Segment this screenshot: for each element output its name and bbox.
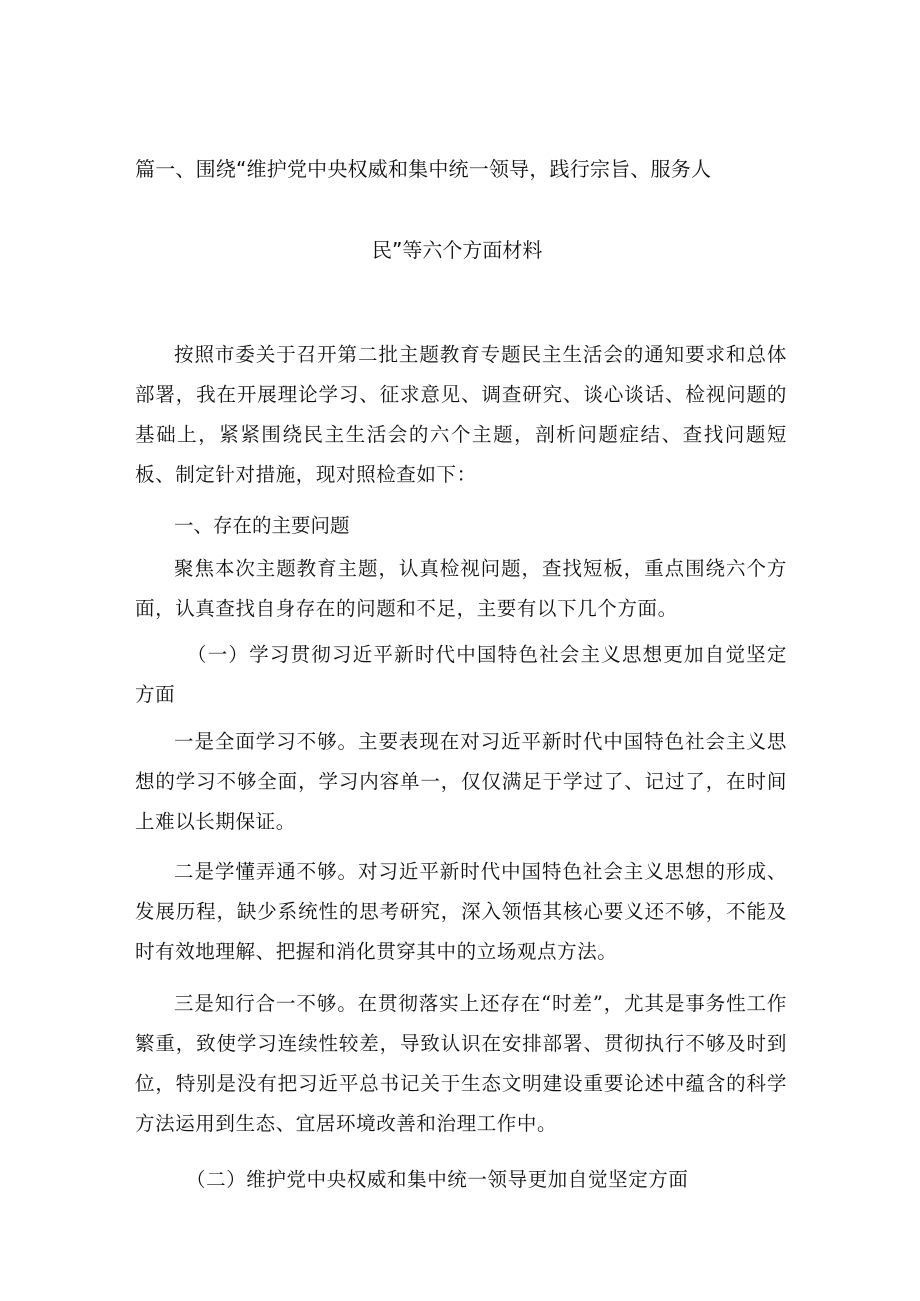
intro-paragraph: 按照市委关于召开第二批主题教育专题民主生活会的通知要求和总体部署，我在开展理论学习、征求意见、调查研究、谈心谈话、检视问题的基础上，紧紧围绕民主生活会的六个主题，剖析问题症结、查找问题短板、制定针对措施，现对照检查如下： [135, 343, 787, 486]
point-paragraph-3: 三是知行合一不够。在贯彻落实上还存在“时差”，尤其是事务性工作繁重，致使学习连续性较差，导致认识在安排部署、贯彻执行不够及时到位，特别是没有把习近平总书记关于生态文明建设重要论述中蕴含的科学方法运用到生态、宜居环境改善和治理工作中。 [135, 992, 787, 1135]
point-paragraph-1: 一是全面学习不够。主要表现在对习近平新时代中国特色社会主义思想的学习不够全面，学习内容单一，仅仅满足于学过了、记过了，在时间上难以长期保证。 [135, 730, 787, 833]
subsection-heading-1: （一）学习贯彻习近平新时代中国特色社会主义思想更加自觉坚定方面 [135, 643, 787, 706]
document-title-line-2: 民”等六个方面材料 [372, 238, 543, 262]
section-intro-paragraph: 聚焦本次主题教育主题，认真检视问题，查找短板，重点围绕六个方面，认真查找自身存在的问题和不足，主要有以下几个方面。 [135, 557, 787, 620]
document-title-line-1: 篇一、围绕“维护党中央权威和集中统一领导，践行宗旨、服务人 [135, 157, 712, 181]
subsection-heading-2: （二）维护党中央权威和集中统一领导更加自觉坚定方面 [186, 1168, 689, 1191]
point-paragraph-2: 二是学懂弄通不够。对习近平新时代中国特色社会主义思想的形成、发展历程，缺少系统性的思考研究，深入领悟其核心要义还不够，不能及时有效地理解、把握和消化贯穿其中的立场观点方法。 [135, 860, 787, 963]
section-heading: 一、存在的主要问题 [174, 514, 350, 537]
